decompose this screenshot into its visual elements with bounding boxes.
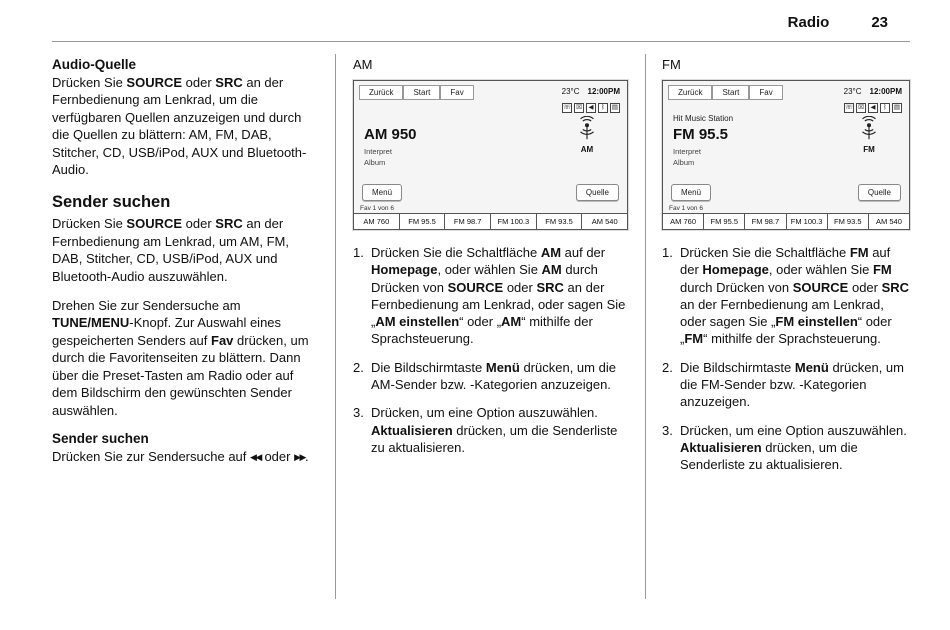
- station-frequency: AM 950: [364, 126, 417, 143]
- step-number: 1.: [353, 245, 364, 260]
- station-name: [364, 114, 557, 125]
- station-name: Hit Music Station: [673, 114, 734, 123]
- album-label: Album: [673, 158, 695, 168]
- preset-button-3[interactable]: FM 98.7: [744, 214, 785, 229]
- bluetooth-icon: ᛒ: [598, 103, 608, 113]
- fav-button[interactable]: Fav: [440, 85, 473, 100]
- start-button[interactable]: Start: [712, 85, 749, 100]
- fav-page-indicator: Fav 1 von 6: [669, 205, 703, 212]
- am-preset-row: [354, 213, 627, 229]
- am-screen-buttons: [354, 184, 627, 203]
- clock-readout: 12:00PM: [587, 87, 620, 96]
- heading-sender-suchen-sub: Sender suchen: [52, 430, 149, 446]
- preset-button-1[interactable]: AM 760: [670, 217, 697, 226]
- step-text: Drücken Sie die Schaltfläche AM auf der Homepage, oder wählen Sie AM durch Drücken von SOURCE oder SRC an der Fernbedienung am Lenkrad, oder sagen Sie „AM einstellen“ oder „AM“ mithilfe der Sprachsteuerung.: [371, 245, 626, 347]
- heading-audio-quelle: Audio-Quelle: [52, 57, 136, 72]
- heading-fm: FM: [662, 57, 681, 72]
- fm-preset-row: [663, 213, 909, 229]
- album-label: Album: [364, 158, 386, 168]
- paragraph-audio-quelle: Drücken Sie SOURCE oder SRC an der Fernbedienung am Lenkrad, um die verfügbaren Quellen anzuzeigen und durch die Quellen zu blättern: AM, FM, DAB, Stitcher, CD, USB/iPod, AUX und Bluetooth-Audio.: [52, 75, 307, 178]
- preset-button-3[interactable]: FM 98.7: [444, 214, 490, 229]
- fm-station-info: [673, 114, 839, 184]
- speaker-icon: ◀: [586, 103, 596, 113]
- list-item: [662, 422, 910, 474]
- page-number: 23: [871, 14, 888, 31]
- paragraph-sender-suchen-1: Drücken Sie SOURCE oder SRC an der Fernbedienung am Lenkrad, um AM, FM, DAB, Stitcher, CD, USB/iPod, AUX und Bluetooth-Audio auszuwählen.: [52, 216, 290, 284]
- start-button[interactable]: Start: [403, 85, 440, 100]
- artist-label: Interpret: [673, 147, 701, 156]
- speaker-icon: ◀: [868, 103, 878, 113]
- heading-sender-suchen: Sender suchen: [52, 193, 171, 212]
- step-text: Drücken, um eine Option auszuwählen. Aktualisieren drücken, um die Senderliste zu aktualisieren.: [371, 405, 618, 455]
- fm-screen-buttons: [663, 184, 909, 203]
- fm-steps-list: [662, 244, 910, 473]
- station-frequency: FM 95.5: [673, 126, 729, 143]
- fm-status-icons: [663, 100, 909, 113]
- step-text: Die Bildschirmtaste Menü drücken, um die AM-Sender bzw. -Kategorien anzuzeigen.: [371, 359, 616, 392]
- preset-button-2[interactable]: FM 95.5: [703, 214, 744, 229]
- close-icon: ☒: [574, 103, 584, 113]
- phone-icon: ☏: [563, 104, 572, 111]
- preset-button-5[interactable]: FM 93.5: [536, 214, 582, 229]
- source-button[interactable]: Quelle: [576, 184, 619, 201]
- seek-text-mid: oder: [260, 448, 295, 464]
- seek-text-pre: Drücken Sie zur Sendersuche auf: [52, 448, 250, 464]
- phone-icon: ☏: [845, 104, 854, 111]
- seek-text-end: .: [304, 448, 309, 464]
- clock-readout: 12:00PM: [869, 87, 902, 96]
- am-radio-screen: [353, 80, 628, 230]
- band-label: AM: [580, 145, 594, 154]
- step-text: Drücken Sie die Schaltfläche FM auf der Homepage, oder wählen Sie FM durch Drücken von SOURCE oder SRC an der Fernbedienung am Lenkrad, oder sagen Sie „FM einstellen“ oder „FM“ mithilfe der Sprachsteuerung.: [680, 245, 910, 347]
- step-number: 2.: [662, 359, 673, 375]
- antenna-icon: [856, 116, 882, 142]
- bluetooth-icon: ᛒ: [880, 103, 890, 113]
- am-steps-list: [353, 244, 628, 456]
- back-button[interactable]: Zurück: [668, 85, 712, 100]
- preset-button-6[interactable]: AM 540: [868, 214, 909, 229]
- list-item: [353, 359, 628, 394]
- list-item: [662, 244, 910, 348]
- am-status-area: [562, 85, 622, 96]
- column-fm: [645, 54, 910, 599]
- preset-button-4[interactable]: FM 100.3: [490, 214, 536, 229]
- step-text: Die Bildschirmtaste Menü drücken, um die FM-Sender bzw. -Kategorien anzuzeigen.: [680, 359, 904, 410]
- preset-button-6[interactable]: AM 540: [581, 214, 627, 229]
- page-header: [52, 14, 910, 31]
- heading-am: AM: [353, 57, 373, 72]
- source-button[interactable]: Quelle: [858, 184, 901, 201]
- close-icon: ☒: [856, 103, 866, 113]
- preset-button-1[interactable]: AM 760: [363, 217, 390, 226]
- fm-band-indicator: [839, 114, 899, 184]
- temperature-readout: 23°C: [843, 87, 862, 96]
- fm-screen-topbar: [663, 81, 909, 100]
- band-label: FM: [863, 145, 875, 154]
- paragraph-seek: [52, 448, 317, 465]
- am-screen-tabs: [359, 85, 474, 100]
- step-number: 3.: [662, 422, 673, 438]
- fav-button[interactable]: Fav: [749, 85, 782, 100]
- step-number: 1.: [662, 245, 673, 260]
- step-number: 3.: [353, 405, 364, 421]
- fm-screen-tabs: [668, 85, 783, 100]
- column-am: [335, 54, 645, 599]
- seek-back-icon: ◀◀: [250, 451, 261, 462]
- list-item: [353, 244, 628, 348]
- am-screen-topbar: [354, 81, 627, 100]
- list-item: [662, 359, 910, 411]
- fav-page-indicator: Fav 1 von 6: [360, 205, 394, 212]
- column-left: [52, 54, 335, 599]
- fm-screen-main: [663, 113, 909, 184]
- preset-button-5[interactable]: FM 93.5: [827, 214, 868, 229]
- am-status-icons: [354, 100, 627, 113]
- list-icon: ▤: [611, 104, 619, 111]
- fm-status-area: [844, 85, 904, 96]
- preset-button-2[interactable]: FM 95.5: [399, 214, 445, 229]
- temperature-readout: 23°C: [561, 87, 580, 96]
- preset-button-4[interactable]: FM 100.3: [786, 214, 827, 229]
- list-item: [353, 404, 628, 456]
- back-button[interactable]: Zurück: [359, 85, 403, 100]
- am-screen-main: [354, 113, 627, 184]
- am-station-info: [364, 114, 557, 184]
- antenna-icon: [574, 116, 600, 142]
- header-rule: [52, 41, 910, 42]
- list-icon: ▤: [893, 104, 901, 111]
- page-title: Radio: [787, 14, 830, 31]
- step-number: 2.: [353, 359, 364, 375]
- content-columns: [52, 54, 910, 599]
- artist-label: Interpret: [364, 147, 392, 156]
- menu-button[interactable]: Menü: [671, 184, 711, 201]
- menu-button[interactable]: Menü: [362, 184, 402, 201]
- fm-radio-screen: [662, 80, 910, 230]
- am-band-indicator: [557, 114, 617, 184]
- paragraph-sender-suchen-2: Drehen Sie zur Sendersuche am TUNE/MENU-Knopf. Zur Auswahl eines gespeicherten Senders auf Fav drücken, um durch die Favoritenseiten zu blättern. Dann über die Preset-Tasten am Radio oder auf dem Bildschirm den gewünschten Sender auswählen.: [52, 298, 309, 418]
- seek-forward-icon: ▶▶: [294, 451, 305, 462]
- step-text: Drücken, um eine Option auszuwählen. Aktualisieren drücken, um die Senderliste zu aktualisieren.: [680, 422, 907, 473]
